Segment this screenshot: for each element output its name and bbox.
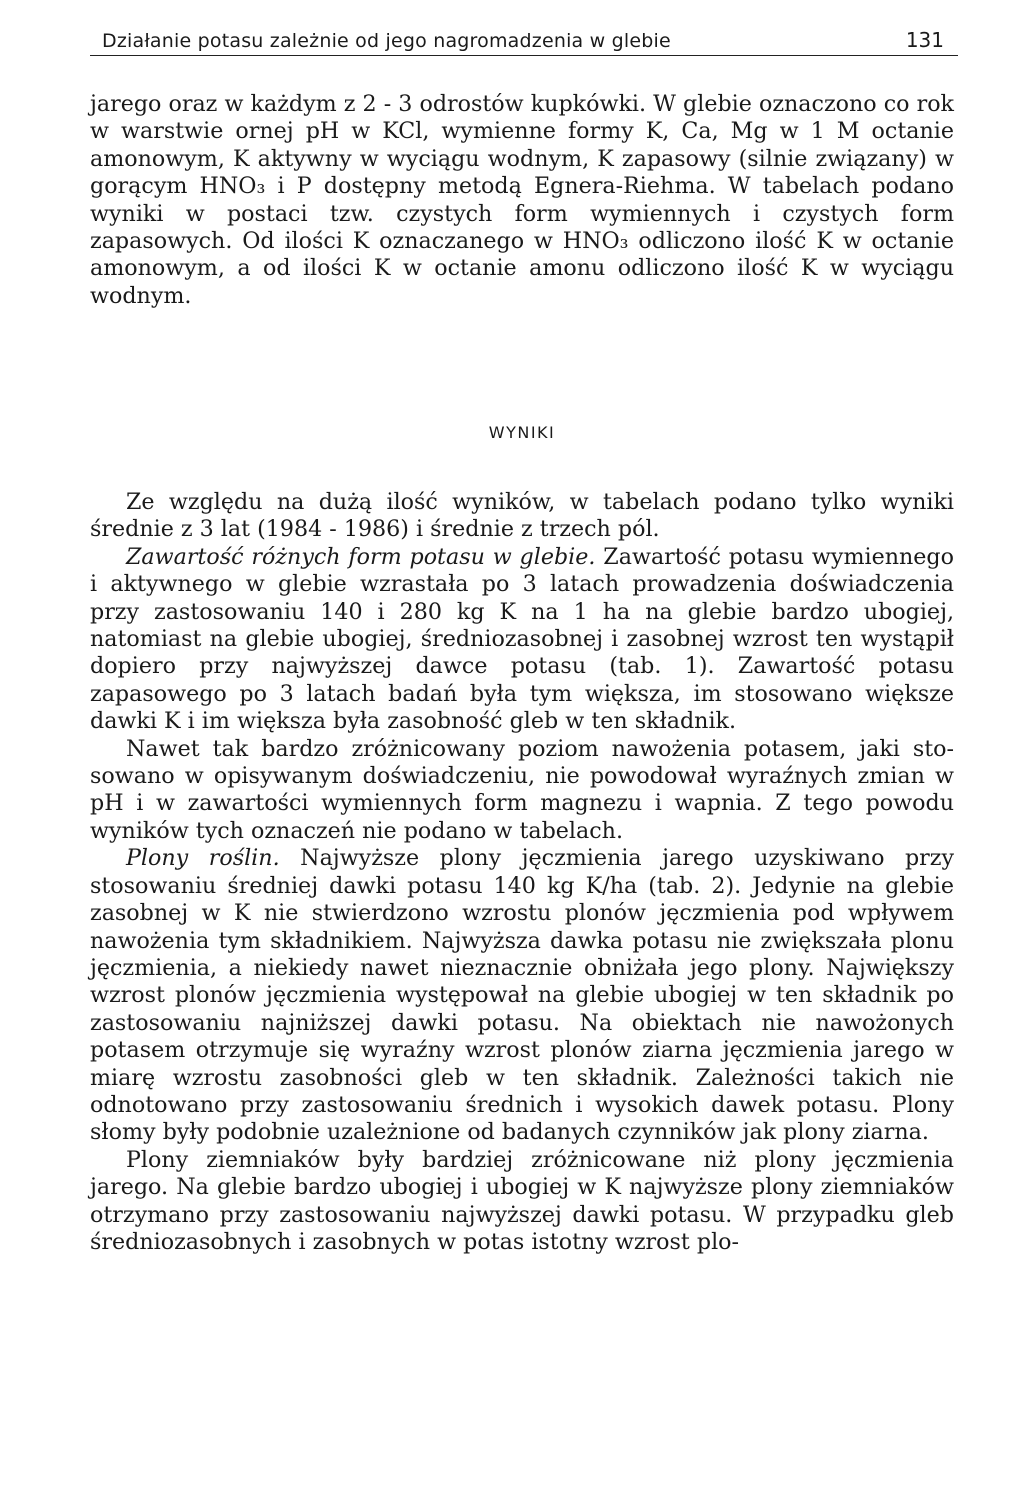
paragraph: Plony ziemniaków były bardziej zróżnicowane niż plony jęczmienia jarego. Na glebie bardzo ubogiej i ubogiej w K najwyższe plony ziemniaków otrzymano przy zastosowaniu najwyższej dawki potasu. W przypadku gleb średniozasobnych i zasobnych w potas istotny wzrost plo-: [90, 1146, 954, 1255]
run-in-heading: Plony roślin.: [126, 845, 280, 872]
paragraph: [90, 845, 954, 1146]
paragraph: [90, 544, 954, 736]
results-text: [90, 489, 954, 1256]
running-title: Działanie potasu zależnie od jego nagromadzenia w glebie: [102, 30, 671, 52]
paragraph: Ze względu na dużą ilość wyników, w tabelach podano tylko wyniki średnie z 3 lat (1984 - 1986) i średnie z trzech pól.: [90, 489, 954, 543]
paragraph: Nawet tak bardzo zróżnicowany poziom nawożenia potasem, jaki stosowano w opisywanym doświadczeniu, nie powodował wyraźnych zmian w pH i w zawartości wymiennych form magnezu i wapnia. Z tego powodu wyników tych oznaczeń nie podano w tabelach.: [90, 735, 954, 844]
intro-text: [90, 91, 954, 310]
running-header: [90, 28, 958, 56]
paragraph: jarego oraz w każdym z 2 - 3 odrostów kupkówki. W glebie oznaczono co rok w warstwie ornej pH w KCl, wymienne formy K, Ca, Mg w 1 M octanie amonowym, K aktywny w wyciągu wodnym, K zapasowy (silnie związany) w gorącym HNO₃ i P dostępny metodą Egnera-Riehma. W tabelach podano wyniki w postaci tzw. czystych form wymiennych i czystych form zapasowych. Od ilości K oznaczanego w HNO₃ odliczono ilość K w octanie amonowym, a od ilości K w octanie amonu odliczono ilość K w wyciągu wodnym.: [90, 91, 954, 309]
run-in-heading: Zawartość różnych form potasu w glebie.: [126, 543, 596, 570]
paragraph-body: Najwyższe plony jęczmienia jarego uzyskiwano przy stosowaniu średniej dawki potasu 140 kg K/ha (tab. 2). Jedynie na glebie zasobnej w K nie stwierdzono wzrostu plonów jęczmienia pod wpływem nawożenia tym składnikiem. Najwyższa dawka potasu nie zwiększała plonu jęczmienia, a niekiedy nawet nieznacznie obniżała jego plony. Największy wzrost plonów jęczmienia występował na glebie ubogiej w ten składnik po zastosowaniu najniższej dawki potasu. Na obiektach nie nawożonych potasem otrzymuje się wyraźny wzrost plonów ziarna jęczmienia jarego w miarę wzrostu zasobności gleb w ten składnik. Zależności takich nie odnotowano przy zastosowaniu średnich i wysokich dawek potasu. Plony słomy były podobnie uzależnione od badanych czynników jak plony ziarna.: [90, 845, 954, 1146]
paragraph-body: Zawartość potasu wymiennego i aktywnego w glebie wzrastała po 3 latach prowadzenia doświadczenia przy zastosowaniu 140 i 280 kg K na 1 ha na glebie bardzo ubogiej, natomiast na glebie ubogiej, średniozasobnej i zasobnej wzrost ten wystąpił dopiero przy najwyższej dawce potasu (tab. 1). Zawartość potasu zapasowego po 3 latach badań była tym większa, im stosowano większe dawki K i im większa była zasobność gleb w ten składnik.: [90, 543, 954, 735]
page-number: 131: [905, 28, 944, 52]
section-heading: WYNIKI: [488, 423, 556, 442]
